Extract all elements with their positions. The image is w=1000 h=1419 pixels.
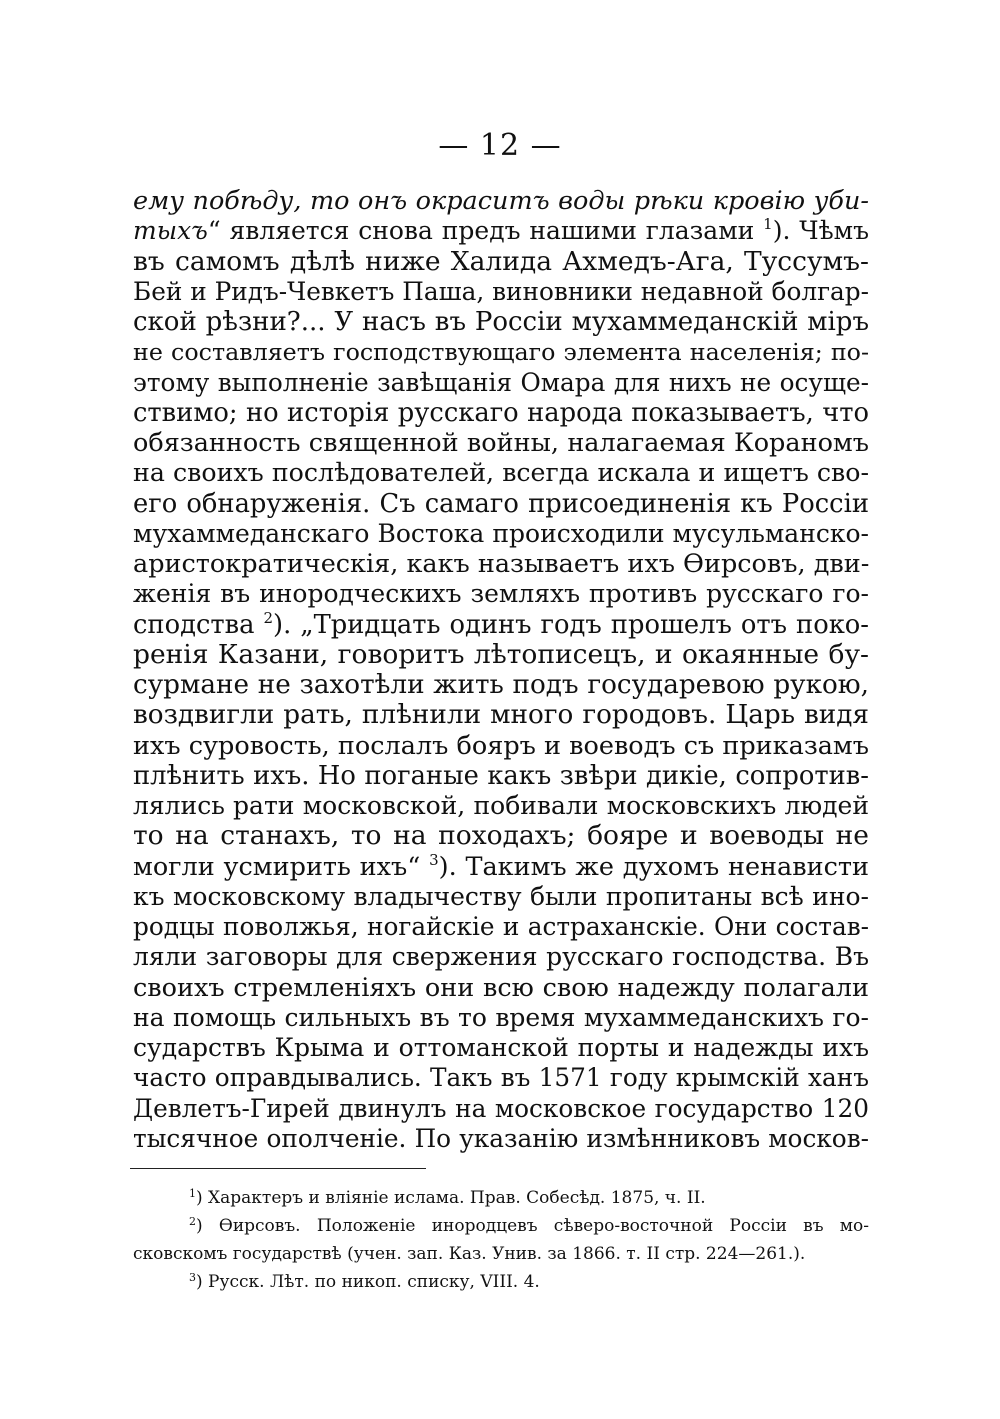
text-line: на помощь сильныхъ въ то время мухаммеданскихъ го-	[133, 1002, 869, 1032]
text-line	[133, 186, 869, 216]
footnote-2-continued: сковскомъ государствѣ (учен. зап. Каз. Унив. за 1866. т. II стр. 224—261.).	[133, 1244, 806, 1264]
text-line: воздвигли рать, плѣнили много городовъ. Царь видя	[133, 700, 869, 731]
italic-quote: тыхъ	[133, 216, 208, 246]
footnotes	[133, 1184, 869, 1296]
text-span: ). Такимъ же духомъ ненависти	[438, 851, 869, 882]
text-line: лялись рати московской, побивали московскихъ людей	[133, 791, 869, 820]
footnote-mark: 3	[189, 1271, 196, 1284]
text-line: своихъ стремленіяхъ они всю свою надежду полагали	[133, 972, 869, 1003]
italic-quote: ему побѣду, то онъ окраситъ воды рѣки кровію уби-	[133, 186, 869, 216]
text-line: Бей и Ридъ-Чевкетъ Паша, виновники недавной болгар-	[133, 276, 869, 306]
text-line: сурмане не захотѣли жить подъ государевою рукою,	[133, 670, 869, 700]
text-line: не составляетъ господствующаго элемента населенія; по-	[133, 338, 869, 367]
footnote-2	[133, 1212, 869, 1240]
footnote-divider	[130, 1168, 426, 1169]
text-span: могли усмирить ихъ“	[133, 851, 421, 882]
text-line	[133, 216, 869, 246]
text-line: то на станахъ, то на походахъ; бояре и воеводы не	[133, 820, 869, 852]
text-span: ). Чѣмъ	[772, 216, 869, 246]
footnote-ref: 3	[429, 850, 439, 869]
text-span: ). „Тридцать одинъ годъ прошелъ отъ поко-	[273, 609, 869, 640]
footnote-1	[133, 1184, 869, 1212]
text-line: ской рѣзни?... У насъ въ Россіи мухаммеданскій міръ	[133, 307, 869, 337]
text-line: ляли заговоры для свержения русскаго господства. Въ	[133, 942, 869, 972]
text-line: этому выполненіе завѣщанія Омара для нихъ не осуще-	[133, 367, 869, 397]
footnote-text: ) Русск. Лѣт. по никоп. списку, VIII. 4.	[196, 1272, 540, 1292]
text-line: ствимо; но исторія русскаго народа показываетъ, что	[133, 397, 869, 428]
text-line: ренія Казани, говоритъ лѣтописецъ, и окаянные бу-	[133, 638, 869, 670]
text-line: женія въ инородческихъ земляхъ противъ русскаго го-	[133, 579, 869, 609]
text-line: сударствъ Крыма и оттоманской порты и надежды ихъ	[133, 1033, 869, 1062]
footnote-mark: 2	[189, 1215, 196, 1228]
text-span: “ является снова предъ нашими глазами	[207, 216, 755, 246]
text-line	[133, 852, 869, 882]
body-text	[133, 186, 869, 1154]
text-line: тысячное ополченіе. По указанію измѣнниковъ москов-	[133, 1123, 869, 1153]
text-line: часто оправдывались. Такъ въ 1571 году крымскій ханъ	[133, 1063, 869, 1093]
text-line: аристократическія, какъ называетъ ихъ Ѳирсовъ, дви-	[133, 549, 870, 579]
text-line: мухаммеданскаго Востока происходили мусульманско-	[133, 518, 869, 548]
footnote-text: ) Характеръ и вліяніе ислама. Прав. Собесѣд. 1875, ч. II.	[196, 1188, 706, 1208]
page-number: — 12 —	[438, 128, 562, 163]
footnote-ref: 2	[263, 608, 274, 627]
text-line: на своихъ послѣдователей, всегда искала и ищетъ сво-	[133, 458, 869, 488]
text-line: къ московскому владычеству были пропитаны всѣ ино-	[133, 881, 869, 911]
footnote-3	[133, 1268, 869, 1296]
text-line: Девлетъ-Гирей двинулъ на московское государство 120	[133, 1093, 869, 1123]
text-line: ихъ суровость, послалъ бояръ и воеводъ съ приказамъ	[133, 730, 869, 761]
text-line	[133, 610, 869, 640]
text-line: его обнаруженія. Съ самаго присоединенія къ Россіи	[133, 488, 869, 519]
text-line: въ самомъ дѣлѣ ниже Халида Ахмедъ-Ага, Туссумъ-	[133, 245, 869, 277]
text-line: обязанность священной войны, налагаемая Кораномъ	[133, 428, 869, 458]
text-line: родцы поволжья, ногайскіе и астраханскіе. Они состав-	[133, 912, 869, 941]
footnote-text: ) Ѳирсовъ. Положеніе инородцевъ сѣверо-восточной Россіи въ мо-	[196, 1216, 869, 1236]
footnote-mark: 1	[189, 1187, 196, 1200]
text-span: сподства	[133, 609, 255, 640]
text-line: плѣнить ихъ. Но поганые какъ звѣри дикіе, сопротив-	[133, 760, 869, 791]
footnote-ref: 1	[763, 215, 773, 234]
